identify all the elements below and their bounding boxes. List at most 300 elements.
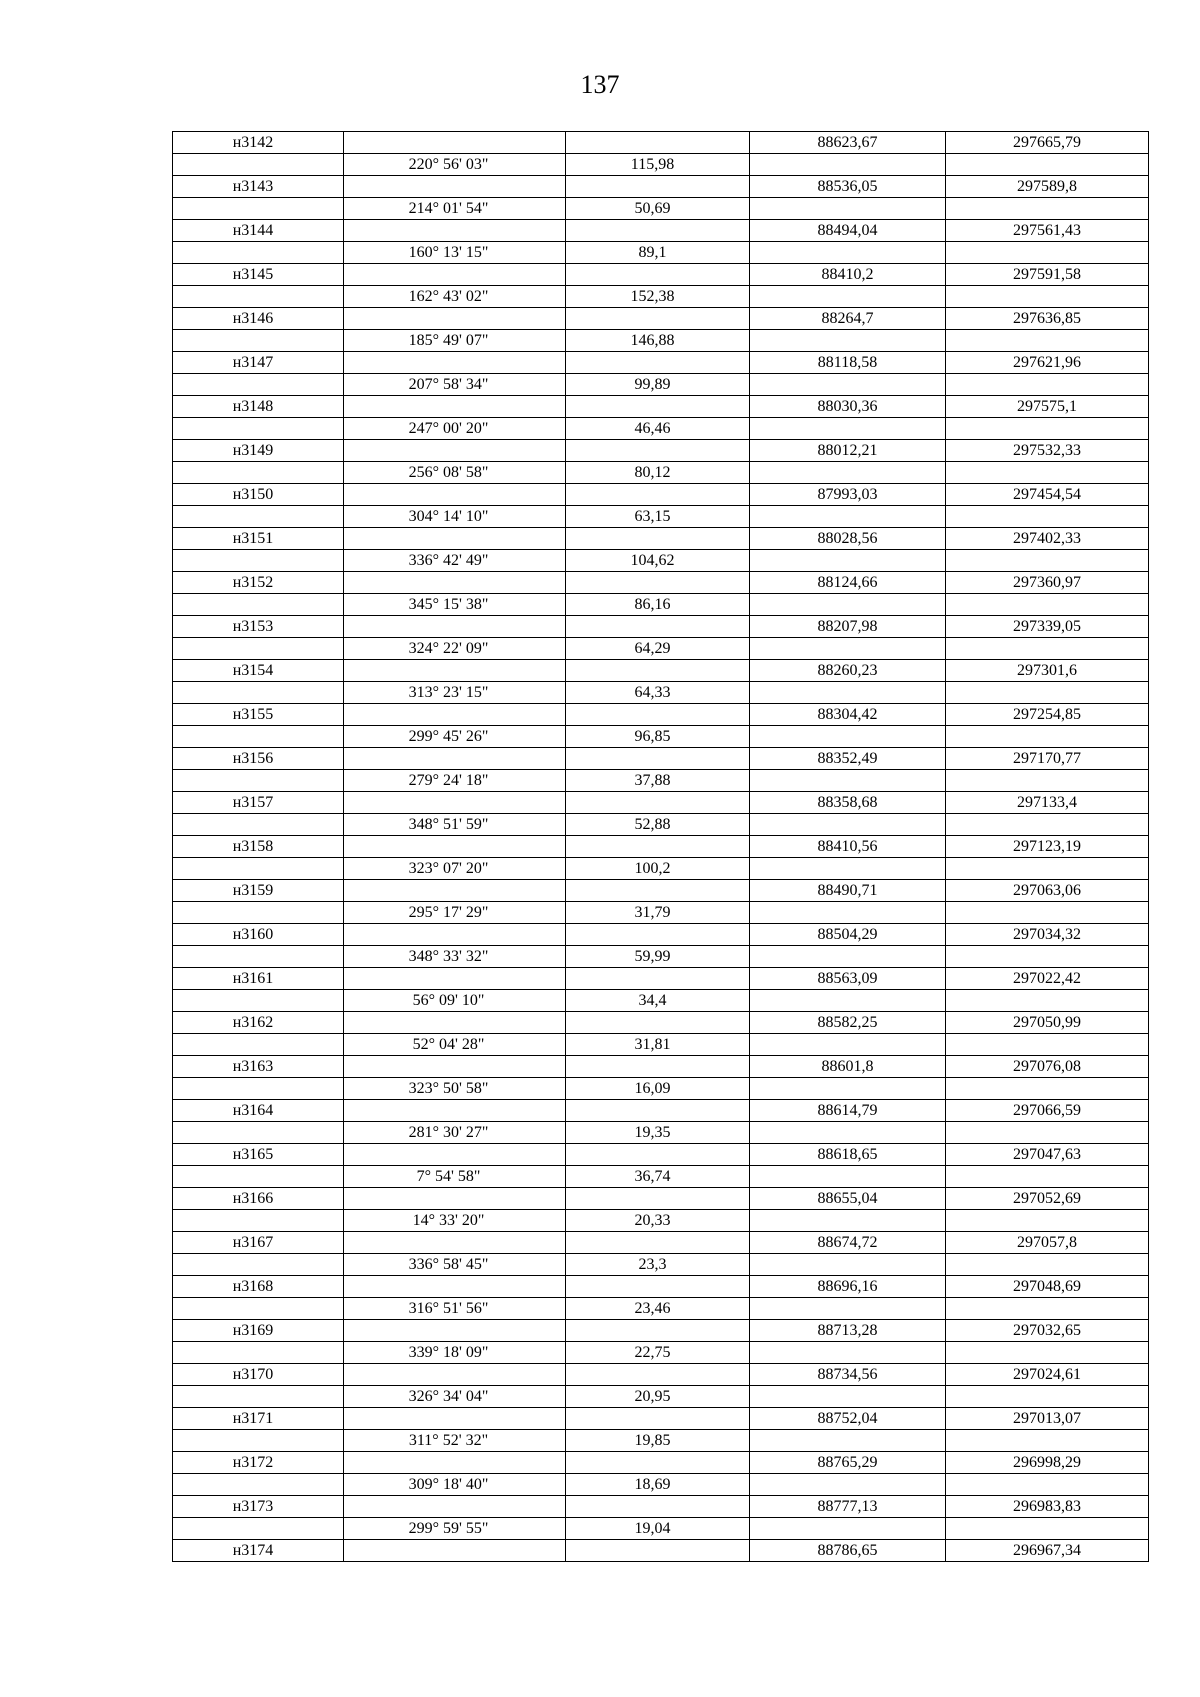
point-cell: н3173 xyxy=(173,1496,344,1518)
length-cell: 16,09 xyxy=(566,1078,750,1100)
length-cell xyxy=(566,1320,750,1342)
point-cell xyxy=(173,814,344,836)
table-row xyxy=(173,572,1149,594)
point-cell xyxy=(173,154,344,176)
point-cell: н3147 xyxy=(173,352,344,374)
x-coordinate-cell: 88536,05 xyxy=(750,176,946,198)
table-row xyxy=(173,1298,1149,1320)
y-coordinate-cell: 297047,63 xyxy=(946,1144,1149,1166)
x-coordinate-cell: 88410,2 xyxy=(750,264,946,286)
y-coordinate-cell: 297022,42 xyxy=(946,968,1149,990)
y-coordinate-cell: 297170,77 xyxy=(946,748,1149,770)
y-coordinate-cell xyxy=(946,1430,1149,1452)
direction-angle-cell xyxy=(344,176,566,198)
table-row xyxy=(173,1386,1149,1408)
x-coordinate-cell: 88696,16 xyxy=(750,1276,946,1298)
direction-angle-cell xyxy=(344,1540,566,1562)
x-coordinate-cell xyxy=(750,242,946,264)
length-cell: 59,99 xyxy=(566,946,750,968)
point-cell: н3174 xyxy=(173,1540,344,1562)
direction-angle-cell: 336° 58' 45" xyxy=(344,1254,566,1276)
length-cell xyxy=(566,748,750,770)
x-coordinate-cell: 88352,49 xyxy=(750,748,946,770)
y-coordinate-cell xyxy=(946,1034,1149,1056)
length-cell xyxy=(566,924,750,946)
y-coordinate-cell xyxy=(946,418,1149,440)
point-cell: н3144 xyxy=(173,220,344,242)
y-coordinate-cell xyxy=(946,1122,1149,1144)
x-coordinate-cell: 88618,65 xyxy=(750,1144,946,1166)
direction-angle-cell xyxy=(344,1364,566,1386)
table-row xyxy=(173,1474,1149,1496)
y-coordinate-cell: 297048,69 xyxy=(946,1276,1149,1298)
x-coordinate-cell xyxy=(750,1342,946,1364)
point-cell: н3163 xyxy=(173,1056,344,1078)
direction-angle-cell xyxy=(344,1452,566,1474)
x-coordinate-cell: 88614,79 xyxy=(750,1100,946,1122)
length-cell xyxy=(566,1276,750,1298)
x-coordinate-cell xyxy=(750,374,946,396)
point-cell xyxy=(173,1518,344,1540)
length-cell xyxy=(566,176,750,198)
x-coordinate-cell: 88358,68 xyxy=(750,792,946,814)
direction-angle-cell: 185° 49' 07" xyxy=(344,330,566,352)
direction-angle-cell xyxy=(344,836,566,858)
length-cell xyxy=(566,704,750,726)
table-row xyxy=(173,1342,1149,1364)
length-cell: 31,81 xyxy=(566,1034,750,1056)
length-cell: 50,69 xyxy=(566,198,750,220)
table-row xyxy=(173,484,1149,506)
x-coordinate-cell: 88207,98 xyxy=(750,616,946,638)
table-row xyxy=(173,1056,1149,1078)
length-cell xyxy=(566,308,750,330)
length-cell xyxy=(566,1100,750,1122)
point-cell: н3156 xyxy=(173,748,344,770)
length-cell xyxy=(566,264,750,286)
y-coordinate-cell: 297402,33 xyxy=(946,528,1149,550)
point-cell xyxy=(173,1254,344,1276)
x-coordinate-cell: 88582,25 xyxy=(750,1012,946,1034)
point-cell: н3166 xyxy=(173,1188,344,1210)
table-row xyxy=(173,770,1149,792)
length-cell: 99,89 xyxy=(566,374,750,396)
point-cell: н3170 xyxy=(173,1364,344,1386)
point-cell: н3150 xyxy=(173,484,344,506)
point-cell: н3160 xyxy=(173,924,344,946)
x-coordinate-cell xyxy=(750,1518,946,1540)
table-row xyxy=(173,946,1149,968)
length-cell xyxy=(566,528,750,550)
point-cell: н3155 xyxy=(173,704,344,726)
point-cell xyxy=(173,286,344,308)
y-coordinate-cell xyxy=(946,1518,1149,1540)
table-row xyxy=(173,1540,1149,1562)
table-row xyxy=(173,1518,1149,1540)
length-cell xyxy=(566,484,750,506)
table-row xyxy=(173,1100,1149,1122)
direction-angle-cell: 311° 52' 32" xyxy=(344,1430,566,1452)
table-row xyxy=(173,132,1149,154)
y-coordinate-cell: 297063,06 xyxy=(946,880,1149,902)
x-coordinate-cell: 88410,56 xyxy=(750,836,946,858)
length-cell xyxy=(566,1056,750,1078)
direction-angle-cell xyxy=(344,704,566,726)
x-coordinate-cell xyxy=(750,814,946,836)
y-coordinate-cell: 297561,43 xyxy=(946,220,1149,242)
y-coordinate-cell xyxy=(946,1298,1149,1320)
x-coordinate-cell: 88304,42 xyxy=(750,704,946,726)
point-cell xyxy=(173,462,344,484)
x-coordinate-cell: 88601,8 xyxy=(750,1056,946,1078)
table-row xyxy=(173,1232,1149,1254)
y-coordinate-cell xyxy=(946,946,1149,968)
x-coordinate-cell xyxy=(750,1430,946,1452)
length-cell: 31,79 xyxy=(566,902,750,924)
point-cell xyxy=(173,1166,344,1188)
length-cell: 152,38 xyxy=(566,286,750,308)
length-cell: 115,98 xyxy=(566,154,750,176)
point-cell xyxy=(173,726,344,748)
point-cell: н3169 xyxy=(173,1320,344,1342)
direction-angle-cell: 348° 51' 59" xyxy=(344,814,566,836)
point-cell: н3171 xyxy=(173,1408,344,1430)
direction-angle-cell xyxy=(344,616,566,638)
x-coordinate-cell xyxy=(750,418,946,440)
y-coordinate-cell xyxy=(946,858,1149,880)
x-coordinate-cell xyxy=(750,1078,946,1100)
table-row xyxy=(173,396,1149,418)
y-coordinate-cell xyxy=(946,1474,1149,1496)
x-coordinate-cell: 88490,71 xyxy=(750,880,946,902)
length-cell xyxy=(566,132,750,154)
length-cell xyxy=(566,396,750,418)
table-row xyxy=(173,308,1149,330)
point-cell xyxy=(173,946,344,968)
y-coordinate-cell xyxy=(946,594,1149,616)
y-coordinate-cell: 297133,4 xyxy=(946,792,1149,814)
x-coordinate-cell: 88765,29 xyxy=(750,1452,946,1474)
direction-angle-cell: 7° 54' 58" xyxy=(344,1166,566,1188)
table-row xyxy=(173,858,1149,880)
x-coordinate-cell xyxy=(750,462,946,484)
point-cell xyxy=(173,1078,344,1100)
length-cell: 37,88 xyxy=(566,770,750,792)
table-row xyxy=(173,1210,1149,1232)
x-coordinate-cell: 88713,28 xyxy=(750,1320,946,1342)
table-row xyxy=(173,902,1149,924)
direction-angle-cell: 339° 18' 09" xyxy=(344,1342,566,1364)
direction-angle-cell: 348° 33' 32" xyxy=(344,946,566,968)
point-cell: н3142 xyxy=(173,132,344,154)
y-coordinate-cell: 297591,58 xyxy=(946,264,1149,286)
x-coordinate-cell: 87993,03 xyxy=(750,484,946,506)
table-row xyxy=(173,836,1149,858)
table-row xyxy=(173,660,1149,682)
x-coordinate-cell xyxy=(750,1474,946,1496)
table-row xyxy=(173,1012,1149,1034)
point-cell xyxy=(173,242,344,264)
direction-angle-cell: 299° 45' 26" xyxy=(344,726,566,748)
length-cell xyxy=(566,1452,750,1474)
length-cell: 64,33 xyxy=(566,682,750,704)
direction-angle-cell xyxy=(344,1144,566,1166)
length-cell: 36,74 xyxy=(566,1166,750,1188)
point-cell xyxy=(173,506,344,528)
direction-angle-cell: 313° 23' 15" xyxy=(344,682,566,704)
length-cell xyxy=(566,1232,750,1254)
y-coordinate-cell: 297301,6 xyxy=(946,660,1149,682)
x-coordinate-cell xyxy=(750,946,946,968)
direction-angle-cell xyxy=(344,1056,566,1078)
direction-angle-cell xyxy=(344,1012,566,1034)
point-cell xyxy=(173,638,344,660)
x-coordinate-cell: 88777,13 xyxy=(750,1496,946,1518)
y-coordinate-cell: 297024,61 xyxy=(946,1364,1149,1386)
table-row xyxy=(173,616,1149,638)
y-coordinate-cell xyxy=(946,902,1149,924)
y-coordinate-cell: 297032,65 xyxy=(946,1320,1149,1342)
point-cell xyxy=(173,1474,344,1496)
y-coordinate-cell xyxy=(946,242,1149,264)
point-cell: н3165 xyxy=(173,1144,344,1166)
table-body xyxy=(173,132,1149,1562)
x-coordinate-cell: 88752,04 xyxy=(750,1408,946,1430)
x-coordinate-cell xyxy=(750,1122,946,1144)
y-coordinate-cell: 297360,97 xyxy=(946,572,1149,594)
length-cell xyxy=(566,880,750,902)
x-coordinate-cell xyxy=(750,1386,946,1408)
table-row xyxy=(173,1078,1149,1100)
y-coordinate-cell xyxy=(946,1078,1149,1100)
direction-angle-cell xyxy=(344,396,566,418)
table-row xyxy=(173,1364,1149,1386)
direction-angle-cell xyxy=(344,748,566,770)
x-coordinate-cell xyxy=(750,154,946,176)
table-row xyxy=(173,154,1149,176)
length-cell xyxy=(566,1012,750,1034)
length-cell: 23,3 xyxy=(566,1254,750,1276)
table-row xyxy=(173,1496,1149,1518)
y-coordinate-cell xyxy=(946,462,1149,484)
x-coordinate-cell xyxy=(750,1298,946,1320)
x-coordinate-cell: 88264,7 xyxy=(750,308,946,330)
direction-angle-cell: 247° 00' 20" xyxy=(344,418,566,440)
y-coordinate-cell: 297034,32 xyxy=(946,924,1149,946)
point-cell: н3162 xyxy=(173,1012,344,1034)
direction-angle-cell: 324° 22' 09" xyxy=(344,638,566,660)
x-coordinate-cell xyxy=(750,770,946,792)
y-coordinate-cell: 297532,33 xyxy=(946,440,1149,462)
length-cell: 96,85 xyxy=(566,726,750,748)
point-cell: н3157 xyxy=(173,792,344,814)
table-row xyxy=(173,374,1149,396)
direction-angle-cell xyxy=(344,1320,566,1342)
table-row xyxy=(173,1408,1149,1430)
length-cell: 64,29 xyxy=(566,638,750,660)
direction-angle-cell xyxy=(344,1276,566,1298)
length-cell xyxy=(566,352,750,374)
y-coordinate-cell: 297050,99 xyxy=(946,1012,1149,1034)
direction-angle-cell xyxy=(344,1188,566,1210)
y-coordinate-cell xyxy=(946,814,1149,836)
y-coordinate-cell: 297665,79 xyxy=(946,132,1149,154)
length-cell: 80,12 xyxy=(566,462,750,484)
length-cell: 20,95 xyxy=(566,1386,750,1408)
coordinates-table xyxy=(172,131,1149,1562)
point-cell: н3146 xyxy=(173,308,344,330)
table-row xyxy=(173,198,1149,220)
x-coordinate-cell: 88030,36 xyxy=(750,396,946,418)
direction-angle-cell: 304° 14' 10" xyxy=(344,506,566,528)
table-row xyxy=(173,1034,1149,1056)
y-coordinate-cell: 297057,8 xyxy=(946,1232,1149,1254)
table-row xyxy=(173,1144,1149,1166)
length-cell xyxy=(566,1408,750,1430)
y-coordinate-cell xyxy=(946,990,1149,1012)
table-row xyxy=(173,330,1149,352)
length-cell: 63,15 xyxy=(566,506,750,528)
y-coordinate-cell: 296967,34 xyxy=(946,1540,1149,1562)
y-coordinate-cell: 297454,54 xyxy=(946,484,1149,506)
table-row xyxy=(173,792,1149,814)
direction-angle-cell: 160° 13' 15" xyxy=(344,242,566,264)
direction-angle-cell: 323° 07' 20" xyxy=(344,858,566,880)
y-coordinate-cell: 297589,8 xyxy=(946,176,1149,198)
table-row xyxy=(173,880,1149,902)
x-coordinate-cell: 88563,09 xyxy=(750,968,946,990)
direction-angle-cell: 326° 34' 04" xyxy=(344,1386,566,1408)
table-row xyxy=(173,594,1149,616)
direction-angle-cell xyxy=(344,1496,566,1518)
x-coordinate-cell xyxy=(750,330,946,352)
point-cell: н3149 xyxy=(173,440,344,462)
y-coordinate-cell xyxy=(946,726,1149,748)
direction-angle-cell xyxy=(344,572,566,594)
x-coordinate-cell xyxy=(750,594,946,616)
point-cell xyxy=(173,198,344,220)
length-cell xyxy=(566,1496,750,1518)
x-coordinate-cell: 88734,56 xyxy=(750,1364,946,1386)
table-row xyxy=(173,264,1149,286)
direction-angle-cell xyxy=(344,440,566,462)
point-cell xyxy=(173,1210,344,1232)
length-cell xyxy=(566,660,750,682)
table-row xyxy=(173,462,1149,484)
direction-angle-cell xyxy=(344,968,566,990)
point-cell xyxy=(173,990,344,1012)
table-row xyxy=(173,440,1149,462)
point-cell xyxy=(173,902,344,924)
point-cell xyxy=(173,374,344,396)
table-row xyxy=(173,814,1149,836)
x-coordinate-cell: 88623,67 xyxy=(750,132,946,154)
y-coordinate-cell xyxy=(946,770,1149,792)
length-cell: 19,04 xyxy=(566,1518,750,1540)
direction-angle-cell: 316° 51' 56" xyxy=(344,1298,566,1320)
length-cell xyxy=(566,836,750,858)
point-cell: н3159 xyxy=(173,880,344,902)
direction-angle-cell: 14° 33' 20" xyxy=(344,1210,566,1232)
y-coordinate-cell: 297621,96 xyxy=(946,352,1149,374)
direction-angle-cell xyxy=(344,792,566,814)
point-cell xyxy=(173,418,344,440)
x-coordinate-cell xyxy=(750,550,946,572)
table-row xyxy=(173,1320,1149,1342)
direction-angle-cell: 220° 56' 03" xyxy=(344,154,566,176)
table-row xyxy=(173,286,1149,308)
y-coordinate-cell xyxy=(946,1342,1149,1364)
table-row xyxy=(173,704,1149,726)
point-cell xyxy=(173,1122,344,1144)
direction-angle-cell xyxy=(344,352,566,374)
direction-angle-cell xyxy=(344,924,566,946)
table-row xyxy=(173,1122,1149,1144)
point-cell: н3152 xyxy=(173,572,344,594)
y-coordinate-cell xyxy=(946,1166,1149,1188)
y-coordinate-cell: 297636,85 xyxy=(946,308,1149,330)
table-row xyxy=(173,506,1149,528)
direction-angle-cell xyxy=(344,528,566,550)
x-coordinate-cell xyxy=(750,902,946,924)
length-cell xyxy=(566,1364,750,1386)
x-coordinate-cell xyxy=(750,990,946,1012)
point-cell: н3148 xyxy=(173,396,344,418)
x-coordinate-cell xyxy=(750,638,946,660)
table-row xyxy=(173,352,1149,374)
table-row xyxy=(173,1166,1149,1188)
length-cell: 22,75 xyxy=(566,1342,750,1364)
direction-angle-cell xyxy=(344,132,566,154)
y-coordinate-cell: 297339,05 xyxy=(946,616,1149,638)
length-cell: 34,4 xyxy=(566,990,750,1012)
x-coordinate-cell xyxy=(750,1034,946,1056)
point-cell: н3167 xyxy=(173,1232,344,1254)
length-cell xyxy=(566,1188,750,1210)
direction-angle-cell xyxy=(344,484,566,506)
table-row xyxy=(173,638,1149,660)
length-cell: 19,85 xyxy=(566,1430,750,1452)
y-coordinate-cell xyxy=(946,1210,1149,1232)
x-coordinate-cell: 88655,04 xyxy=(750,1188,946,1210)
point-cell xyxy=(173,330,344,352)
y-coordinate-cell: 297575,1 xyxy=(946,396,1149,418)
table-row xyxy=(173,990,1149,1012)
direction-angle-cell xyxy=(344,660,566,682)
point-cell: н3158 xyxy=(173,836,344,858)
length-cell: 23,46 xyxy=(566,1298,750,1320)
table-row xyxy=(173,528,1149,550)
point-cell: н3151 xyxy=(173,528,344,550)
x-coordinate-cell xyxy=(750,1166,946,1188)
length-cell: 89,1 xyxy=(566,242,750,264)
direction-angle-cell xyxy=(344,264,566,286)
x-coordinate-cell: 88118,58 xyxy=(750,352,946,374)
length-cell: 46,46 xyxy=(566,418,750,440)
direction-angle-cell: 279° 24' 18" xyxy=(344,770,566,792)
x-coordinate-cell: 88260,23 xyxy=(750,660,946,682)
direction-angle-cell xyxy=(344,1232,566,1254)
y-coordinate-cell: 297076,08 xyxy=(946,1056,1149,1078)
direction-angle-cell xyxy=(344,308,566,330)
y-coordinate-cell xyxy=(946,330,1149,352)
direction-angle-cell: 281° 30' 27" xyxy=(344,1122,566,1144)
y-coordinate-cell xyxy=(946,682,1149,704)
point-cell: н3153 xyxy=(173,616,344,638)
y-coordinate-cell: 297254,85 xyxy=(946,704,1149,726)
direction-angle-cell xyxy=(344,220,566,242)
y-coordinate-cell xyxy=(946,506,1149,528)
